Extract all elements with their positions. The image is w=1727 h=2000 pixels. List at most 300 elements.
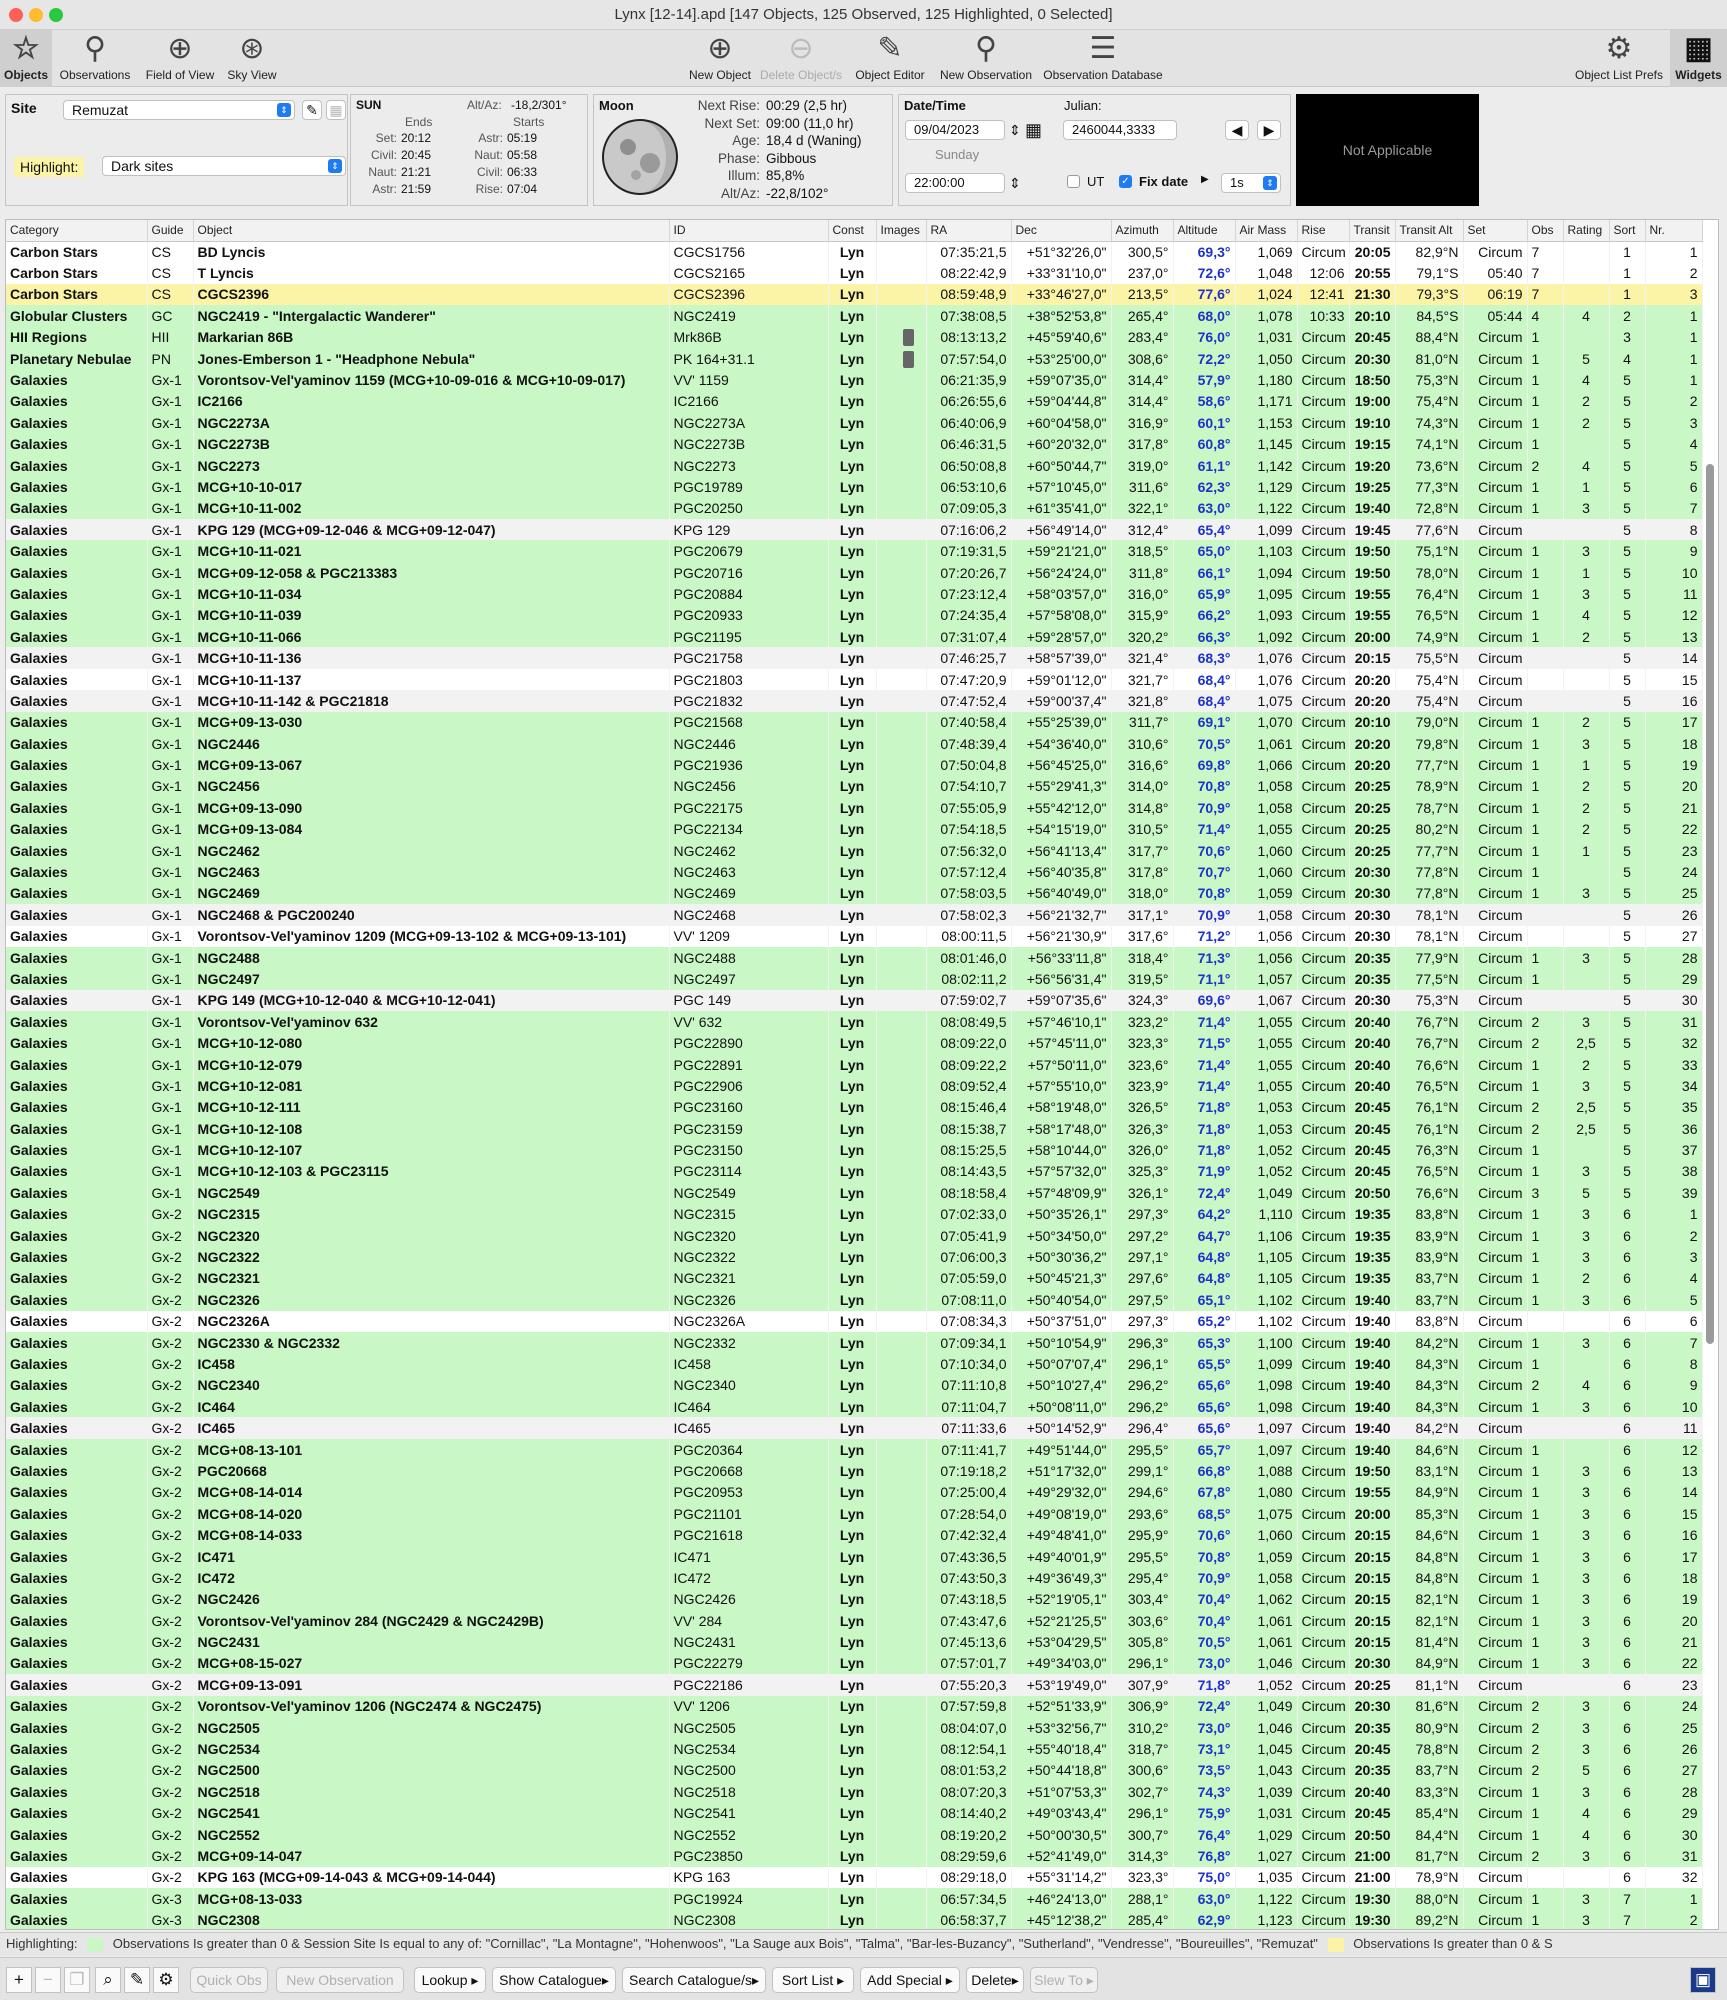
widgets-button[interactable]: ▦ Widgets bbox=[1670, 30, 1727, 87]
guide-cell: Gx-2 bbox=[147, 1417, 193, 1438]
column-header[interactable]: Obs bbox=[1527, 220, 1563, 241]
duplicate-button[interactable] bbox=[64, 1967, 90, 1993]
table-row[interactable] bbox=[6, 1204, 1702, 1225]
table-row[interactable] bbox=[6, 519, 1702, 540]
fix-date-checkbox[interactable]: ✓ bbox=[1119, 175, 1132, 188]
dec-cell: +52°41'49,0" bbox=[1011, 1845, 1111, 1866]
search-button[interactable] bbox=[95, 1967, 121, 1993]
nr-cell: 2 bbox=[1645, 262, 1702, 283]
azimuth-cell: 323,6° bbox=[1111, 1054, 1173, 1075]
show-catalogue-menu-button[interactable]: Show Catalogue▸ bbox=[492, 1967, 616, 1993]
table-row[interactable] bbox=[6, 904, 1702, 925]
sky-view-tab-button[interactable]: ⊛ Sky View bbox=[224, 30, 280, 87]
table-row[interactable] bbox=[6, 968, 1702, 989]
sort-cell: 5 bbox=[1609, 1118, 1645, 1139]
rating-cell: 3 bbox=[1563, 540, 1609, 561]
table-row[interactable] bbox=[6, 733, 1702, 754]
search-catalogues-menu-button[interactable]: Search Catalogue/s▸ bbox=[622, 1967, 766, 1993]
new-object-button[interactable]: ⊕ New Object bbox=[684, 30, 756, 87]
obs-cell: 1 bbox=[1527, 1824, 1563, 1845]
column-header[interactable]: Azimuth bbox=[1111, 220, 1173, 241]
constellation-cell: Lyn bbox=[828, 1760, 876, 1781]
transit-alt-cell: 79,3°S bbox=[1395, 284, 1463, 305]
object-name-cell: MCG+09-14-047 bbox=[193, 1845, 669, 1866]
dec-cell: +53°25'00,0" bbox=[1011, 348, 1111, 369]
title-bar bbox=[0, 0, 1727, 30]
altitude-cell: 71,4° bbox=[1173, 1054, 1235, 1075]
rating-cell bbox=[1563, 1353, 1609, 1374]
rating-cell: 3 bbox=[1563, 947, 1609, 968]
transit-cell: 19:40 bbox=[1349, 1439, 1395, 1460]
guide-cell: Gx-2 bbox=[147, 1546, 193, 1567]
rise-cell: Circum bbox=[1297, 391, 1349, 412]
ra-cell: 08:15:25,5 bbox=[926, 1139, 1011, 1160]
table-row[interactable] bbox=[6, 498, 1702, 519]
images-cell bbox=[876, 455, 926, 476]
transit-cell: 21:00 bbox=[1349, 1867, 1395, 1888]
sort-cell: 5 bbox=[1609, 605, 1645, 626]
next-date-button[interactable] bbox=[1257, 120, 1281, 140]
table-row[interactable] bbox=[6, 1075, 1702, 1096]
vertical-scrollbar[interactable] bbox=[1706, 464, 1714, 1344]
nr-cell: 21 bbox=[1645, 797, 1702, 818]
air-mass-cell: 1,043 bbox=[1235, 1760, 1297, 1781]
table-row[interactable] bbox=[6, 819, 1702, 840]
constellation-cell: Lyn bbox=[828, 1353, 876, 1374]
new-observation-button[interactable]: ⚲ New Observation bbox=[934, 30, 1038, 87]
table-row[interactable] bbox=[6, 327, 1702, 348]
transit-cell: 20:00 bbox=[1349, 626, 1395, 647]
nr-cell: 28 bbox=[1645, 1781, 1702, 1802]
table-row[interactable] bbox=[6, 1631, 1702, 1652]
object-name-cell: MCG+10-11-142 & PGC21818 bbox=[193, 690, 669, 711]
air-mass-cell: 1,142 bbox=[1235, 455, 1297, 476]
table-row[interactable] bbox=[6, 1268, 1702, 1289]
table-row[interactable] bbox=[6, 1161, 1702, 1182]
guide-cell: Gx-1 bbox=[147, 1118, 193, 1139]
air-mass-cell: 1,056 bbox=[1235, 926, 1297, 947]
table-row[interactable] bbox=[6, 1567, 1702, 1588]
object-id-cell: NGC2326 bbox=[669, 1289, 828, 1310]
column-header[interactable]: ID bbox=[669, 220, 828, 241]
arrow-left-icon: ◀ bbox=[1231, 122, 1243, 138]
altitude-cell: 69,3° bbox=[1173, 241, 1235, 262]
table-row[interactable] bbox=[6, 1696, 1702, 1717]
table-row[interactable] bbox=[6, 754, 1702, 775]
table-row[interactable] bbox=[6, 926, 1702, 947]
close-window-button[interactable] bbox=[9, 8, 23, 22]
transit-alt-cell: 83,9°N bbox=[1395, 1246, 1463, 1267]
observations-tab-button[interactable]: ⚲ Observations bbox=[56, 30, 134, 87]
air-mass-cell: 1,060 bbox=[1235, 1524, 1297, 1545]
transit-cell: 20:45 bbox=[1349, 1161, 1395, 1182]
table-row[interactable] bbox=[6, 562, 1702, 583]
transit-cell: 19:40 bbox=[1349, 1311, 1395, 1332]
object-id-cell: NGC2426 bbox=[669, 1589, 828, 1610]
table-row[interactable] bbox=[6, 348, 1702, 369]
time-stepper[interactable]: ⇕ bbox=[1009, 175, 1021, 191]
table-row[interactable] bbox=[6, 434, 1702, 455]
column-header[interactable]: Nr. bbox=[1645, 220, 1702, 241]
table-row[interactable] bbox=[6, 1760, 1702, 1781]
column-header[interactable]: Images bbox=[876, 220, 926, 241]
transit-cell: 20:20 bbox=[1349, 669, 1395, 690]
object-name-cell: NGC2541 bbox=[193, 1803, 669, 1824]
category-cell: Galaxies bbox=[6, 1182, 147, 1203]
table-row[interactable] bbox=[6, 1118, 1702, 1139]
sort-cell: 6 bbox=[1609, 1503, 1645, 1524]
field-of-view-tab-button[interactable]: ⊕ Field of View bbox=[138, 30, 222, 87]
nr-cell: 9 bbox=[1645, 1375, 1702, 1396]
column-header[interactable]: Dec bbox=[1011, 220, 1111, 241]
table-row[interactable] bbox=[6, 1139, 1702, 1160]
table-row[interactable] bbox=[6, 797, 1702, 818]
nr-cell: 14 bbox=[1645, 647, 1702, 668]
category-cell: Galaxies bbox=[6, 540, 147, 561]
table-row[interactable] bbox=[6, 669, 1702, 690]
category-cell: Galaxies bbox=[6, 369, 147, 390]
table-row[interactable] bbox=[6, 1524, 1702, 1545]
constellation-cell: Lyn bbox=[828, 1610, 876, 1631]
table-row[interactable] bbox=[6, 1610, 1702, 1631]
column-header[interactable]: Rating bbox=[1563, 220, 1609, 241]
table-row[interactable] bbox=[6, 412, 1702, 433]
transit-cell: 20:35 bbox=[1349, 1717, 1395, 1738]
column-header[interactable]: Guide bbox=[147, 220, 193, 241]
table-row[interactable] bbox=[6, 1824, 1702, 1845]
table-row[interactable] bbox=[6, 1845, 1702, 1866]
transit-alt-cell: 76,5°N bbox=[1395, 1075, 1463, 1096]
table-row[interactable] bbox=[6, 712, 1702, 733]
set-cell: Circum bbox=[1463, 904, 1527, 925]
sort-cell: 5 bbox=[1609, 712, 1645, 733]
table-row[interactable] bbox=[6, 1182, 1702, 1203]
ra-cell: 07:05:41,9 bbox=[926, 1225, 1011, 1246]
rating-cell: 2,5 bbox=[1563, 1118, 1609, 1139]
sun-panel: SUN Alt/Az: -18,2/301° Ends Starts Set: 20:12 Civil: 20:45 Naut: 21:21 Astr: 21:59 Astr: 05:19 Naut: 05:58 Civil: 06:33 Rise: 07:04 bbox=[350, 94, 588, 206]
table-row[interactable] bbox=[6, 1888, 1702, 1909]
table-row[interactable] bbox=[6, 1503, 1702, 1524]
altitude-cell: 71,9° bbox=[1173, 1161, 1235, 1182]
table-row[interactable] bbox=[6, 284, 1702, 305]
object-id-cell: PGC22890 bbox=[669, 1032, 828, 1053]
category-cell: Galaxies bbox=[6, 1118, 147, 1139]
rise-cell: Circum bbox=[1297, 904, 1349, 925]
table-row[interactable] bbox=[6, 1781, 1702, 1802]
object-list-prefs-button[interactable]: ⚙ Object List Prefs bbox=[1568, 30, 1670, 87]
ra-cell: 08:01:46,0 bbox=[926, 947, 1011, 968]
rating-cell: 1 bbox=[1563, 562, 1609, 583]
table-row[interactable] bbox=[6, 1717, 1702, 1738]
transit-cell: 20:20 bbox=[1349, 690, 1395, 711]
column-header[interactable]: Air Mass bbox=[1235, 220, 1297, 241]
guide-cell: Gx-2 bbox=[147, 1567, 193, 1588]
site-select[interactable]: Remuzat ⇕ bbox=[63, 100, 295, 120]
table-row[interactable] bbox=[6, 1738, 1702, 1759]
guide-cell: Gx-1 bbox=[147, 412, 193, 433]
object-id-cell: IC465 bbox=[669, 1417, 828, 1438]
table-row[interactable] bbox=[6, 1054, 1702, 1075]
guide-cell: Gx-3 bbox=[147, 1909, 193, 1930]
dec-cell: +57°50'11,0" bbox=[1011, 1054, 1111, 1075]
images-cell bbox=[876, 1353, 926, 1374]
azimuth-cell: 322,1° bbox=[1111, 498, 1173, 519]
transit-alt-cell: 82,1°N bbox=[1395, 1610, 1463, 1631]
dec-cell: +46°24'13,0" bbox=[1011, 1888, 1111, 1909]
guide-cell: Gx-1 bbox=[147, 904, 193, 925]
column-header[interactable]: Category bbox=[6, 220, 147, 241]
table-row[interactable] bbox=[6, 305, 1702, 326]
ra-cell: 07:11:10,8 bbox=[926, 1375, 1011, 1396]
table-row[interactable] bbox=[6, 626, 1702, 647]
table-row[interactable] bbox=[6, 883, 1702, 904]
table-row[interactable] bbox=[6, 1674, 1702, 1695]
table-row[interactable] bbox=[6, 990, 1702, 1011]
time-field[interactable]: 22:00:00 bbox=[905, 173, 1005, 193]
dec-cell: +50°08'11,0" bbox=[1011, 1396, 1111, 1417]
table-row[interactable] bbox=[6, 540, 1702, 561]
constellation-cell: Lyn bbox=[828, 1567, 876, 1588]
constellation-cell: Lyn bbox=[828, 1888, 876, 1909]
dec-cell: +49°08'19,0" bbox=[1011, 1503, 1111, 1524]
table-row[interactable] bbox=[6, 1396, 1702, 1417]
table-row[interactable] bbox=[6, 1460, 1702, 1481]
dec-cell: +55°29'41,3" bbox=[1011, 776, 1111, 797]
altitude-cell: 70,5° bbox=[1173, 1631, 1235, 1652]
ra-cell: 07:43:50,3 bbox=[926, 1567, 1011, 1588]
image-attachment-icon[interactable] bbox=[903, 351, 914, 368]
highlight-select[interactable]: Dark sites ⇕ bbox=[102, 156, 346, 176]
nr-cell: 12 bbox=[1645, 1439, 1702, 1460]
column-header[interactable]: Const bbox=[828, 220, 876, 241]
ut-checkbox[interactable] bbox=[1067, 175, 1080, 188]
table-row[interactable] bbox=[6, 1482, 1702, 1503]
azimuth-cell: 326,0° bbox=[1111, 1139, 1173, 1160]
guide-cell: Gx-1 bbox=[147, 968, 193, 989]
minimize-window-button[interactable] bbox=[29, 8, 43, 22]
table-row[interactable] bbox=[6, 476, 1702, 497]
altitude-cell: 62,9° bbox=[1173, 1909, 1235, 1930]
julian-date-field[interactable]: 2460044,3333 bbox=[1063, 120, 1177, 140]
table-row[interactable] bbox=[6, 1417, 1702, 1438]
lookup-menu-button[interactable]: Lookup ▸ bbox=[414, 1967, 486, 1993]
sort-cell: 7 bbox=[1609, 1888, 1645, 1909]
quick-obs-button[interactable]: Quick Obs bbox=[190, 1967, 268, 1993]
constellation-cell: Lyn bbox=[828, 1118, 876, 1139]
table-row[interactable] bbox=[6, 1225, 1702, 1246]
images-cell bbox=[876, 840, 926, 861]
observation-database-button[interactable]: ☰ Observation Database bbox=[1038, 30, 1168, 87]
rating-cell: 3 bbox=[1563, 1888, 1609, 1909]
altitude-cell: 64,7° bbox=[1173, 1225, 1235, 1246]
constellation-cell: Lyn bbox=[828, 1845, 876, 1866]
table-row[interactable] bbox=[6, 583, 1702, 604]
rating-cell: 2 bbox=[1563, 797, 1609, 818]
table-row[interactable] bbox=[6, 1867, 1702, 1888]
nr-cell: 29 bbox=[1645, 968, 1702, 989]
category-cell: Galaxies bbox=[6, 990, 147, 1011]
table-row[interactable] bbox=[6, 1803, 1702, 1824]
object-id-cell: NGC2308 bbox=[669, 1909, 828, 1930]
guide-cell: Gx-2 bbox=[147, 1375, 193, 1396]
table-row[interactable] bbox=[6, 1032, 1702, 1053]
column-header[interactable]: Transit bbox=[1349, 220, 1395, 241]
dec-cell: +50°14'52,9" bbox=[1011, 1417, 1111, 1438]
time-step-select[interactable]: 1s ⇕ bbox=[1221, 173, 1281, 193]
object-id-cell: PGC20364 bbox=[669, 1439, 828, 1460]
table-row[interactable] bbox=[6, 1332, 1702, 1353]
table-row[interactable] bbox=[6, 840, 1702, 861]
column-header[interactable]: Object bbox=[193, 220, 669, 241]
dec-cell: +54°15'19,0" bbox=[1011, 819, 1111, 840]
column-header[interactable]: Altitude bbox=[1173, 220, 1235, 241]
images-cell bbox=[876, 1589, 926, 1610]
rating-cell bbox=[1563, 519, 1609, 540]
rise-cell: Circum bbox=[1297, 583, 1349, 604]
table-row[interactable] bbox=[6, 1439, 1702, 1460]
column-header[interactable]: Sort bbox=[1609, 220, 1645, 241]
table-row[interactable] bbox=[6, 776, 1702, 797]
object-name-cell: MCG+09-13-090 bbox=[193, 797, 669, 818]
table-row[interactable] bbox=[6, 1097, 1702, 1118]
sort-cell: 5 bbox=[1609, 647, 1645, 668]
air-mass-cell: 1,052 bbox=[1235, 1139, 1297, 1160]
obs-cell: 1 bbox=[1527, 968, 1563, 989]
category-cell: Galaxies bbox=[6, 1631, 147, 1652]
table-row[interactable] bbox=[6, 241, 1702, 262]
sort-cell: 6 bbox=[1609, 1781, 1645, 1802]
rating-cell: 5 bbox=[1563, 1760, 1609, 1781]
sort-list-menu-button[interactable]: Sort List ▸ bbox=[772, 1967, 854, 1993]
table-row[interactable] bbox=[6, 1546, 1702, 1567]
rise-cell: Circum bbox=[1297, 1867, 1349, 1888]
table-row[interactable] bbox=[6, 1246, 1702, 1267]
air-mass-cell: 1,053 bbox=[1235, 1118, 1297, 1139]
rating-cell: 2 bbox=[1563, 626, 1609, 647]
table-row[interactable] bbox=[6, 1311, 1702, 1332]
table-row[interactable] bbox=[6, 947, 1702, 968]
column-header[interactable]: Set bbox=[1463, 220, 1527, 241]
add-special-menu-button[interactable]: Add Special ▸ bbox=[860, 1967, 960, 1993]
play-icon[interactable]: ▶ bbox=[1201, 174, 1209, 185]
edit-site-button[interactable] bbox=[302, 100, 322, 120]
delete-menu-button[interactable]: Delete▸ bbox=[966, 1967, 1024, 1993]
date-stepper[interactable]: ⇕ bbox=[1009, 122, 1021, 138]
sort-cell: 6 bbox=[1609, 1225, 1645, 1246]
azimuth-cell: 296,3° bbox=[1111, 1332, 1173, 1353]
table-row[interactable] bbox=[6, 861, 1702, 882]
date-field[interactable]: 09/04/2023 bbox=[905, 120, 1005, 140]
rating-cell: 1 bbox=[1563, 476, 1609, 497]
object-editor-button[interactable]: ✎ Object Editor bbox=[850, 30, 930, 87]
ra-cell: 08:14:43,5 bbox=[926, 1161, 1011, 1182]
category-cell: Galaxies bbox=[6, 1781, 147, 1802]
guide-cell: Gx-2 bbox=[147, 1845, 193, 1866]
constellation-cell: Lyn bbox=[828, 1417, 876, 1438]
constellation-cell: Lyn bbox=[828, 455, 876, 476]
air-mass-cell: 1,122 bbox=[1235, 498, 1297, 519]
image-attachment-icon[interactable] bbox=[903, 329, 914, 346]
table-row[interactable] bbox=[6, 605, 1702, 626]
air-mass-cell: 1,050 bbox=[1235, 348, 1297, 369]
table-row[interactable] bbox=[6, 1375, 1702, 1396]
objects-tab-button[interactable]: ☆ Objects bbox=[0, 30, 52, 87]
table-row[interactable] bbox=[6, 1909, 1702, 1930]
add-button[interactable] bbox=[6, 1967, 32, 1993]
table-row[interactable] bbox=[6, 1011, 1702, 1032]
table-row[interactable] bbox=[6, 1353, 1702, 1374]
object-name-cell: KPG 163 (MCG+09-14-043 & MCG+09-14-044) bbox=[193, 1867, 669, 1888]
transit-cell: 19:40 bbox=[1349, 1417, 1395, 1438]
rise-cell: Circum bbox=[1297, 754, 1349, 775]
calendar-icon[interactable]: ▦ bbox=[1025, 120, 1043, 140]
altitude-cell: 70,5° bbox=[1173, 733, 1235, 754]
column-header[interactable]: RA bbox=[926, 220, 1011, 241]
air-mass-cell: 1,031 bbox=[1235, 1803, 1297, 1824]
transit-cell: 20:45 bbox=[1349, 1097, 1395, 1118]
table-row[interactable] bbox=[6, 391, 1702, 412]
new-observation-bottom-button[interactable]: New Observation bbox=[276, 1967, 404, 1993]
column-header[interactable]: Transit Alt bbox=[1395, 220, 1463, 241]
column-header[interactable]: Rise bbox=[1297, 220, 1349, 241]
object-id-cell: NGC2273 bbox=[669, 455, 828, 476]
sort-cell: 5 bbox=[1609, 926, 1645, 947]
air-mass-cell: 1,078 bbox=[1235, 305, 1297, 326]
table-row[interactable] bbox=[6, 647, 1702, 668]
object-name-cell: NGC2326A bbox=[193, 1311, 669, 1332]
table-row[interactable] bbox=[6, 690, 1702, 711]
category-cell: Galaxies bbox=[6, 1845, 147, 1866]
table-row[interactable] bbox=[6, 1289, 1702, 1310]
slew-to-menu-button[interactable]: Slew To ▸ bbox=[1030, 1967, 1098, 1993]
sort-cell: 6 bbox=[1609, 1204, 1645, 1225]
category-cell: Galaxies bbox=[6, 754, 147, 775]
altitude-cell: 68,4° bbox=[1173, 669, 1235, 690]
transit-alt-cell: 84,3°N bbox=[1395, 1375, 1463, 1396]
air-mass-cell: 1,094 bbox=[1235, 562, 1297, 583]
previous-date-button[interactable] bbox=[1225, 120, 1249, 140]
edit-button[interactable] bbox=[124, 1967, 150, 1993]
transit-alt-cell: 74,3°N bbox=[1395, 412, 1463, 433]
transit-cell: 19:30 bbox=[1349, 1909, 1395, 1930]
object-id-cell: VV' 1206 bbox=[669, 1696, 828, 1717]
table-row[interactable] bbox=[6, 369, 1702, 390]
delete-object-button[interactable]: ⊖ Delete Object/s bbox=[757, 30, 845, 87]
site-map-button[interactable] bbox=[326, 100, 346, 120]
rating-cell bbox=[1563, 1674, 1609, 1695]
remove-button[interactable] bbox=[35, 1967, 61, 1993]
table-row[interactable] bbox=[6, 1589, 1702, 1610]
objects-table bbox=[5, 219, 1719, 1930]
air-mass-cell: 1,098 bbox=[1235, 1375, 1297, 1396]
category-cell: Galaxies bbox=[6, 626, 147, 647]
ra-cell: 06:40:06,9 bbox=[926, 412, 1011, 433]
ra-cell: 07:57:12,4 bbox=[926, 861, 1011, 882]
rise-cell: Circum bbox=[1297, 1139, 1349, 1160]
table-row[interactable] bbox=[6, 262, 1702, 283]
object-id-cell: PGC22891 bbox=[669, 1054, 828, 1075]
images-cell bbox=[876, 1246, 926, 1267]
zoom-window-button[interactable] bbox=[49, 8, 63, 22]
sidebar-toggle-button[interactable] bbox=[1690, 1967, 1716, 1993]
transit-alt-cell: 84,3°N bbox=[1395, 1353, 1463, 1374]
set-cell: Circum bbox=[1463, 1653, 1527, 1674]
images-cell bbox=[876, 1182, 926, 1203]
transit-alt-cell: 84,3°N bbox=[1395, 1396, 1463, 1417]
table-row[interactable] bbox=[6, 1653, 1702, 1674]
settings-button[interactable] bbox=[153, 1967, 179, 1993]
table-row[interactable] bbox=[6, 455, 1702, 476]
